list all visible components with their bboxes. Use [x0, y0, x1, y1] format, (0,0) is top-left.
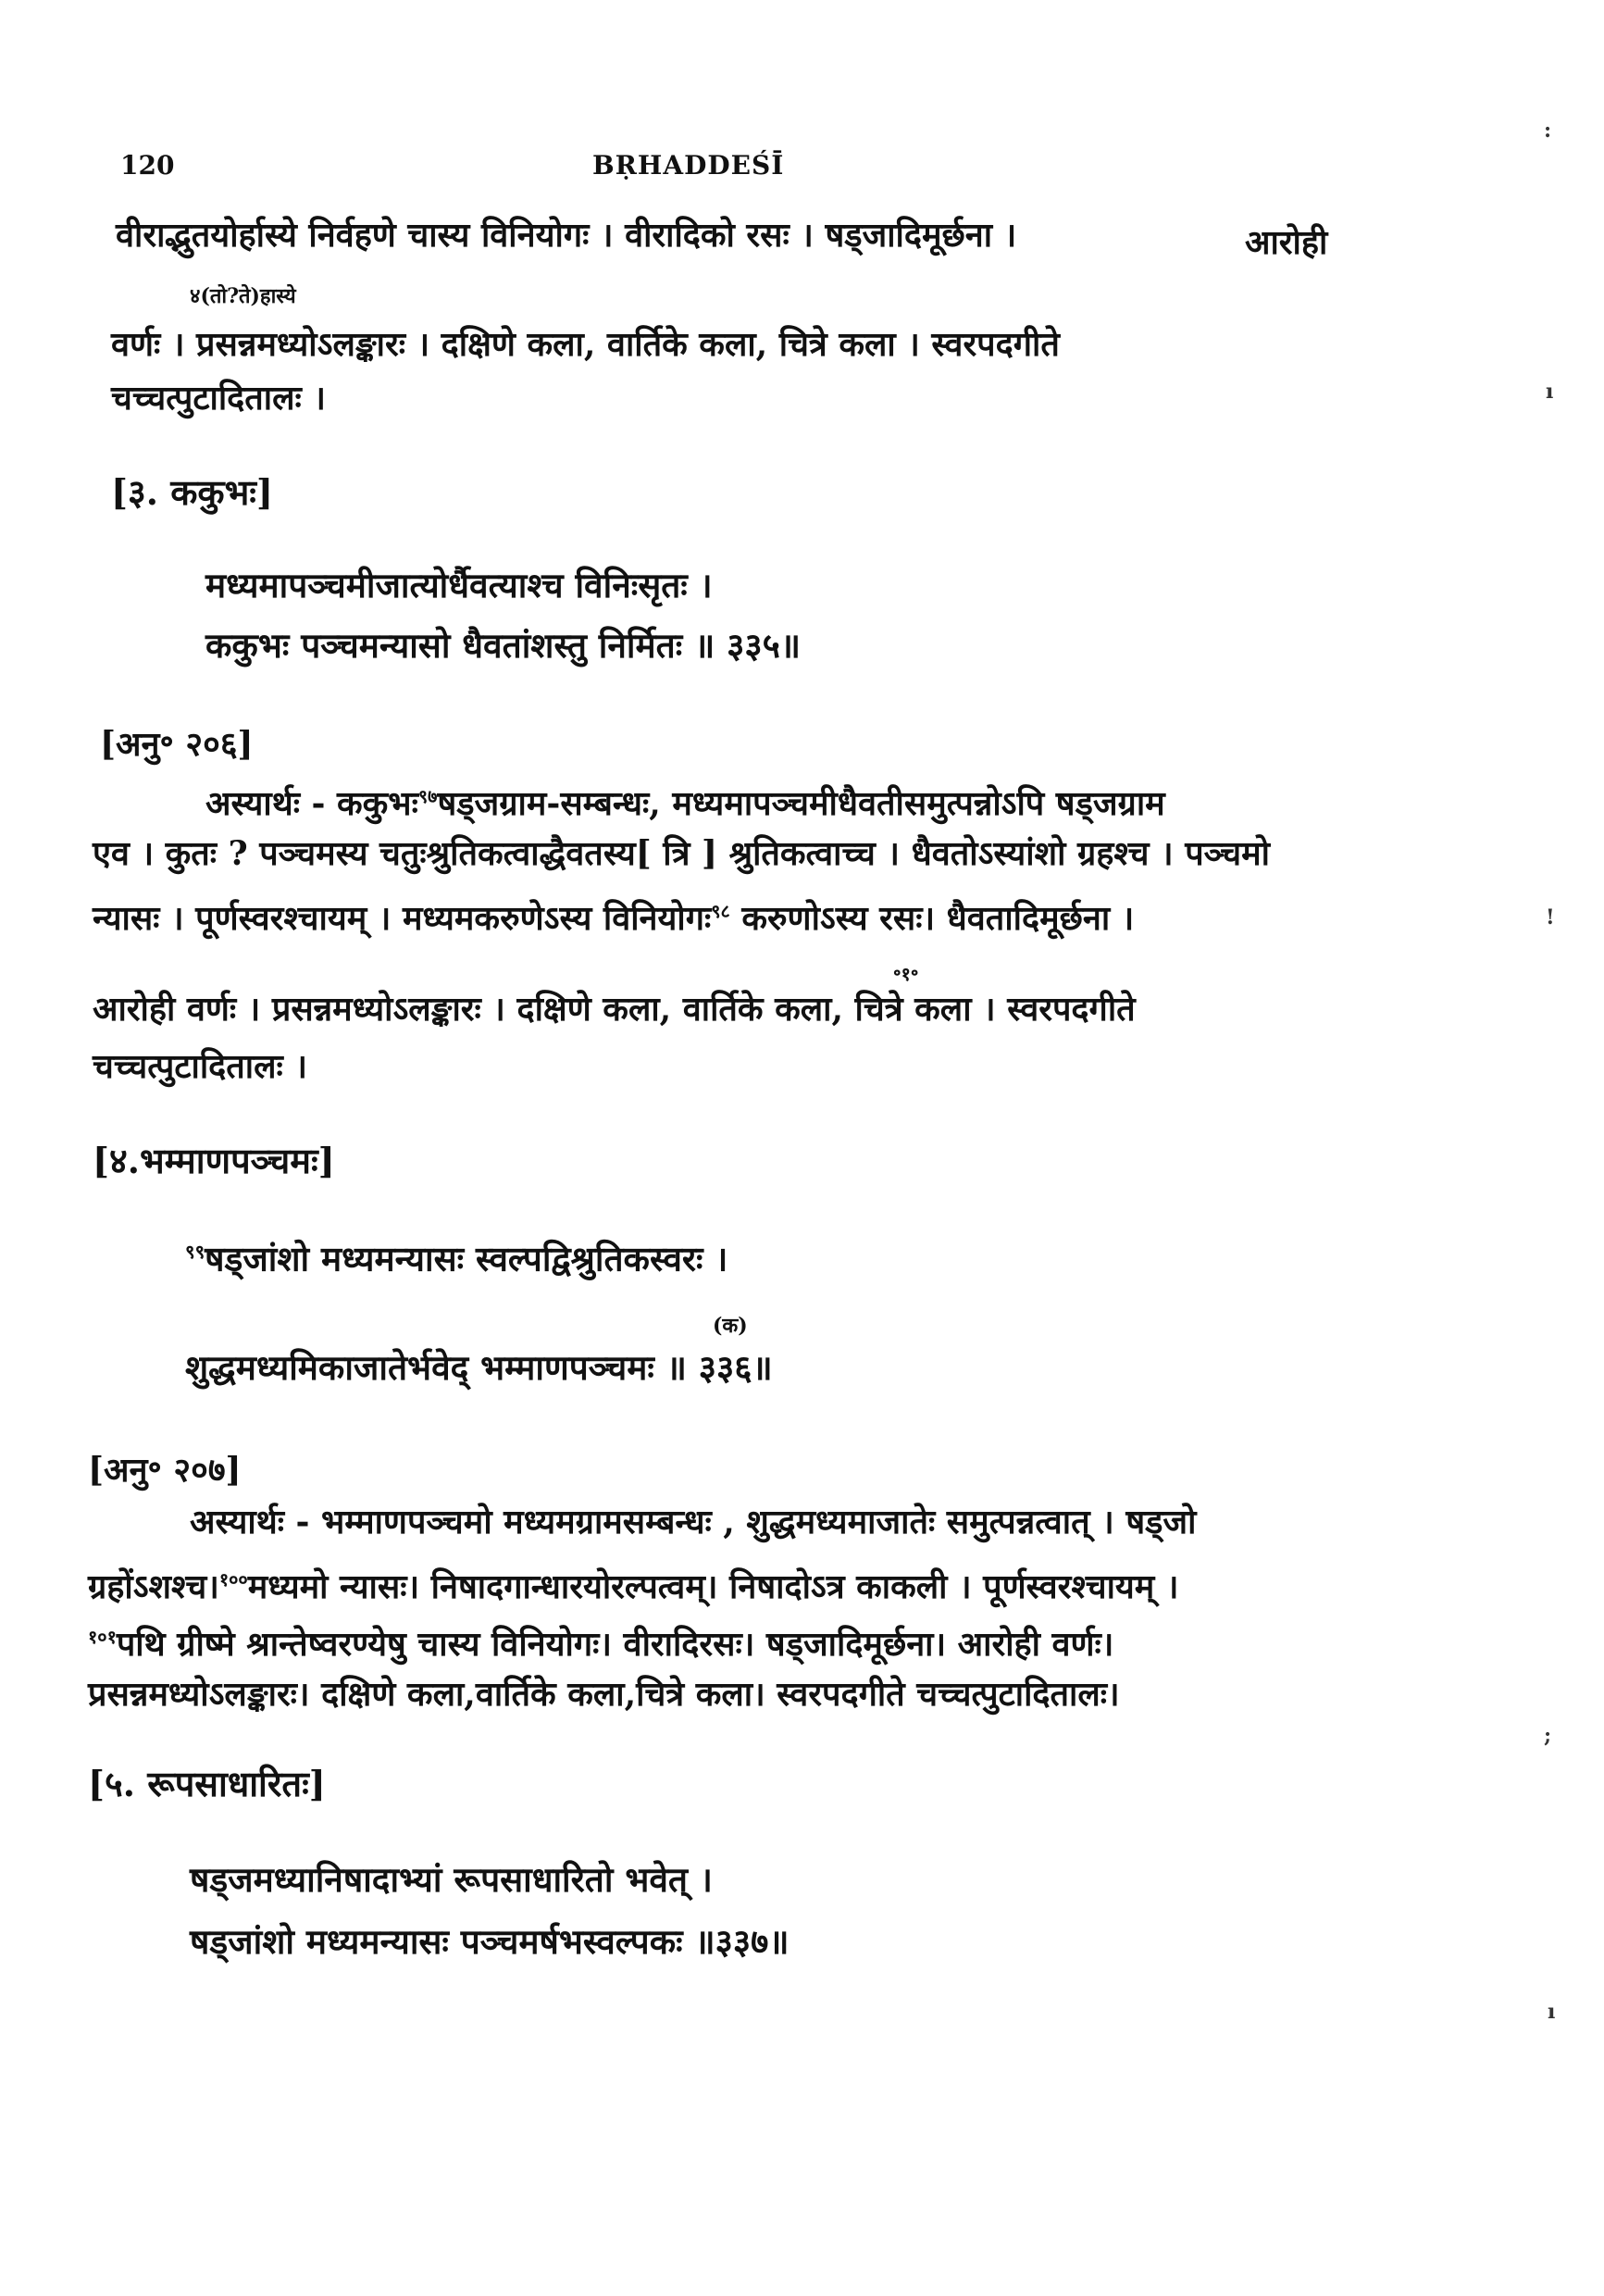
commentary-206-line-5: चच्चत्पुटादितालः ।: [93, 1047, 307, 1086]
commentary-207-line-4: प्रसन्नमध्योऽलङ्कारः। दक्षिणे कला,वार्तिके कला,चित्रे कला। स्वरपदगीते चच्चत्पुटादितालः।: [88, 1675, 1120, 1714]
scan-speck: ;: [1544, 1724, 1552, 1748]
footnote-ref: १००: [218, 1568, 248, 1591]
scan-speck: :: [1544, 119, 1552, 143]
verse-335-line-1: मध्यमापञ्चमीजात्योर्धैवत्याश्च विनिःसृतः ।: [205, 565, 713, 605]
verse-text: षड्जांशो मध्यमन्यासः स्वल्पद्विश्रुतिकस्वरः ।: [205, 1238, 728, 1279]
intro-line-1: वीराद्भुतयोर्हास्ये निर्वहणे चास्य विनियोगः । वीरादिको रसः । षड्जादिमूर्छना ।: [116, 216, 1017, 255]
footnote-ref: ९७: [417, 785, 438, 807]
commentary-text: षड्जग्राम-सम्बन्धः, मध्यमापञ्चमीधैवतीसमुत्पन्नोऽपि षड्जग्राम: [437, 784, 1165, 823]
editorial-marker: ॰१॰: [893, 963, 919, 985]
footnote-ref: ९९: [185, 1241, 205, 1263]
intro-line-1-right: आरोही: [1245, 223, 1328, 262]
verse-337-line-2: षड्जांशो मध्यमन्यासः पञ्चमर्षभस्वल्पकः ॥३३७॥: [190, 1921, 790, 1962]
commentary-206-line-3: [93, 891, 1134, 939]
commentary-207-line-3: [88, 1616, 1113, 1665]
commentary-text: अस्यार्थः - ककुभः: [205, 784, 418, 823]
verse-336-line-1: [185, 1231, 727, 1279]
page-number: 120: [120, 150, 175, 181]
commentary-text: पथि ग्रीष्मे श्रान्तेष्वरण्येषु चास्य विनियोगः। वीरादिरसः। षड्जादिमूर्छना। आरोही वर्णः।: [116, 1625, 1114, 1664]
scan-speck: ı: [1546, 380, 1554, 404]
anuvada-206: [अनु॰ २०६]: [100, 725, 254, 764]
variant-marker: (क): [713, 1314, 748, 1338]
commentary-206-line-1: [205, 776, 1165, 824]
running-title: BṚHADDEŚĪ: [592, 150, 785, 181]
variant-note: ४(तो?ते)हास्ये: [190, 284, 296, 308]
commentary-text: ग्रहोंऽशश्च।: [88, 1567, 219, 1606]
footnote-ref: १०१: [88, 1626, 117, 1648]
verse-336-line-2: शुद्धमध्यमिकाजातेर्भवेद् भम्माणपञ्चमः ॥ ३३६॥: [185, 1347, 773, 1388]
commentary-207-line-1: अस्यार्थः - भम्माणपञ्चमो मध्यमग्रामसम्बन्धः , शुद्धमध्यमाजातेः समुत्पन्नत्वात् । षड्जो: [190, 1503, 1197, 1541]
section-heading-bhammanapancama: [४.भम्माणपञ्चमः]: [93, 1140, 335, 1181]
footnote-ref: ९८: [711, 900, 730, 922]
commentary-206-line-4: आरोही वर्णः । प्रसन्नमध्योऽलङ्कारः । दक्षिणे कला, वार्तिके कला, चित्रे कला । स्वरपदगीते: [93, 990, 1136, 1029]
commentary-text: न्यासः । पूर्णस्वरश्चायम् । मध्यमकरुणेऽस्य विनियोगः: [93, 899, 712, 938]
commentary-207-line-2: [88, 1559, 1178, 1607]
section-heading-kakubha: [३. ककुभः]: [111, 471, 273, 513]
intro-line-3: चच्चत्पुटादितालः ।: [111, 379, 326, 418]
commentary-text: मध्यमो न्यासः। निषादगान्धारयोरल्पत्वम्। निषादोऽत्र काकली । पूर्णस्वरश्चायम् ।: [247, 1567, 1179, 1606]
scan-speck: ı: [1548, 2000, 1556, 2024]
verse-335-line-2: ककुभः पञ्चमन्यासो धैवतांशस्तु निर्मितः ॥ ३३५॥: [205, 625, 802, 666]
scan-speck: !: [1546, 905, 1555, 930]
section-heading-rupasadharita: [५. रूपसाधारितः]: [88, 1763, 326, 1804]
commentary-206-line-2: एव । कुतः ? पञ्चमस्य चतुःश्रुतिकत्वाद्धैवतस्य[ त्रि ] श्रुतिकत्वाच्च । धैवतोऽस्यांशो ग्रहश्च । पञ्चमो: [93, 834, 1270, 873]
commentary-text: करुणोऽस्य रसः। धैवतादिमूर्छना ।: [729, 899, 1135, 938]
anuvada-207: [अनु॰ २०७]: [88, 1451, 242, 1490]
verse-337-line-1: षड्जमध्यानिषादाभ्यां रूपसाधारितो भवेत् ।: [190, 1859, 713, 1900]
intro-line-2: वर्णः । प्रसन्नमध्योऽलङ्कारः । दक्षिणे कला, वार्तिके कला, चित्रे कला । स्वरपदगीते: [111, 325, 1060, 364]
